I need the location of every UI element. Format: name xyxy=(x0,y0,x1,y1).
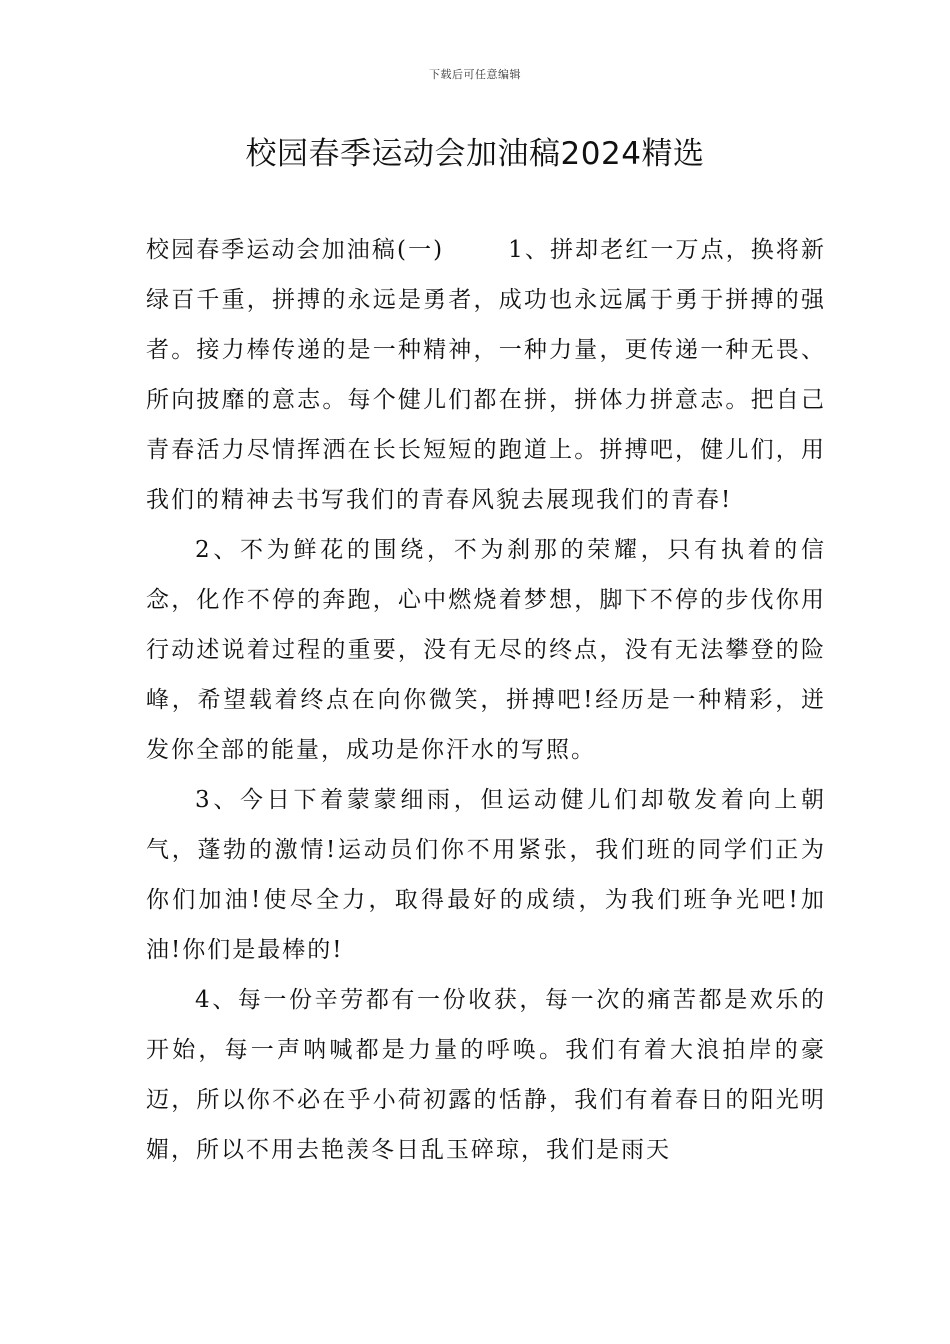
paragraph-1-text: 1、拼却老红一万点，换将新绿百千重，拼搏的永远是勇者，成功也永远属于勇于拼搏的强者。接力棒传递的是一种精神，一种力量，更传递一种无畏、所向披靡的意志。每个健儿们都在拼，拼体力拼意志。把自己青春活力尽情挥洒在长长短短的跑道上。拼搏吧，健儿们，用我们的精神去书写我们的青春风貌去展现我们的青春! xyxy=(146,237,826,513)
paragraph-4: 4、每一份辛劳都有一份收获，每一次的痛苦都是欢乐的开始，每一声呐喊都是力量的呼唤。我们有着大浪拍岸的豪迈，所以你不必在乎小荷初露的恬静，我们有着春日的阳光明媚，所以不用去艳羡冬日乱玉碎琼，我们是雨天 xyxy=(146,987,826,1163)
header-note: 下载后可任意编辑 xyxy=(429,68,521,81)
section-heading: 校园春季运动会加油稿(一) xyxy=(146,237,445,263)
document-title: 校园春季运动会加油稿2024精选 xyxy=(245,136,705,172)
paragraph-1 xyxy=(146,225,826,525)
paragraph-2: 2、不为鲜花的围绕，不为刹那的荣耀，只有执着的信念，化作不停的奔跑，心中燃烧着梦想，脚下不停的步伐你用行动述说着过程的重要，没有无尽的终点，没有无法攀登的险峰，希望载着终点在向你微笑，拼搏吧!经历是一种精彩，迸发你全部的能量，成功是你汗水的写照。 xyxy=(146,537,826,763)
document-body xyxy=(146,225,826,1175)
paragraph-3: 3、今日下着蒙蒙细雨，但运动健儿们却敬发着向上朝气，蓬勃的激情!运动员们你不用紧张，我们班的同学们正为你们加油!使尽全力，取得最好的成绩，为我们班争光吧!加油!你们是最棒的! xyxy=(146,787,826,963)
